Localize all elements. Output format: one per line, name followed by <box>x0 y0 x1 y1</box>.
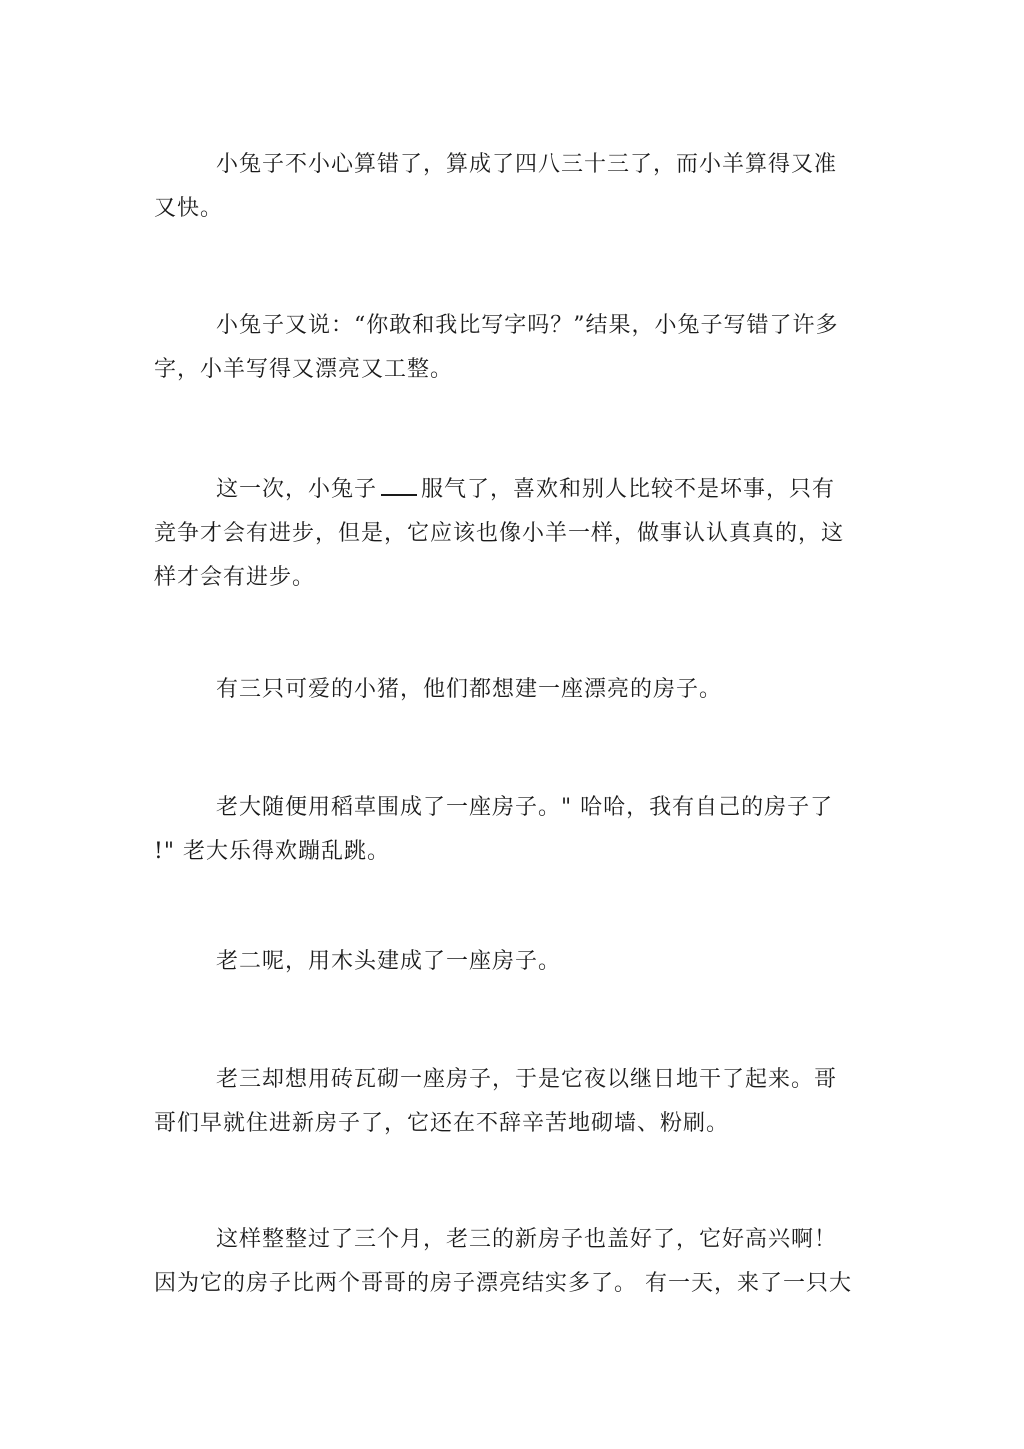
paragraph-1: 小兔子不小心算错了，算成了四八三十三了，而小羊算得又准又快。 <box>154 152 838 221</box>
fill-in-blank <box>381 474 417 496</box>
paragraph-3-before-blank: 这一次，小兔子 <box>216 477 378 502</box>
paragraph-3 <box>154 468 854 600</box>
paragraph-3-after-blank: 服气了，喜欢和别人比较不是坏事，只有竞争才会有进步，但是，它应该也像小羊一样，做事认认真真的，这样才会有进步。 <box>154 477 845 590</box>
paragraph-8: 这样整整过了三个月，老三的新房子也盖好了，它好高兴啊！因为它的房子比两个哥哥的房子漂亮结实多了。 有一天，来了一只大 <box>154 1227 852 1296</box>
paragraph-5: 老大随便用稻草围成了一座房子。" 哈哈，我有自己的房子了 !" 老大乐得欢蹦乱跳。 <box>154 795 834 864</box>
paragraph-7: 老三却想用砖瓦砌一座房子，于是它夜以继日地干了起来。哥哥们早就住进新房子了，它还在不辞辛苦地砌墙、粉刷。 <box>154 1067 838 1136</box>
paragraph-6: 老二呢，用木头建成了一座房子。 <box>216 949 562 974</box>
paragraph-4: 有三只可爱的小猪，他们都想建一座漂亮的房子。 <box>216 677 723 702</box>
paragraph-2: 小兔子又说：“你敢和我比写字吗？”结果，小兔子写错了许多字，小羊写得又漂亮又工整。 <box>154 313 839 382</box>
